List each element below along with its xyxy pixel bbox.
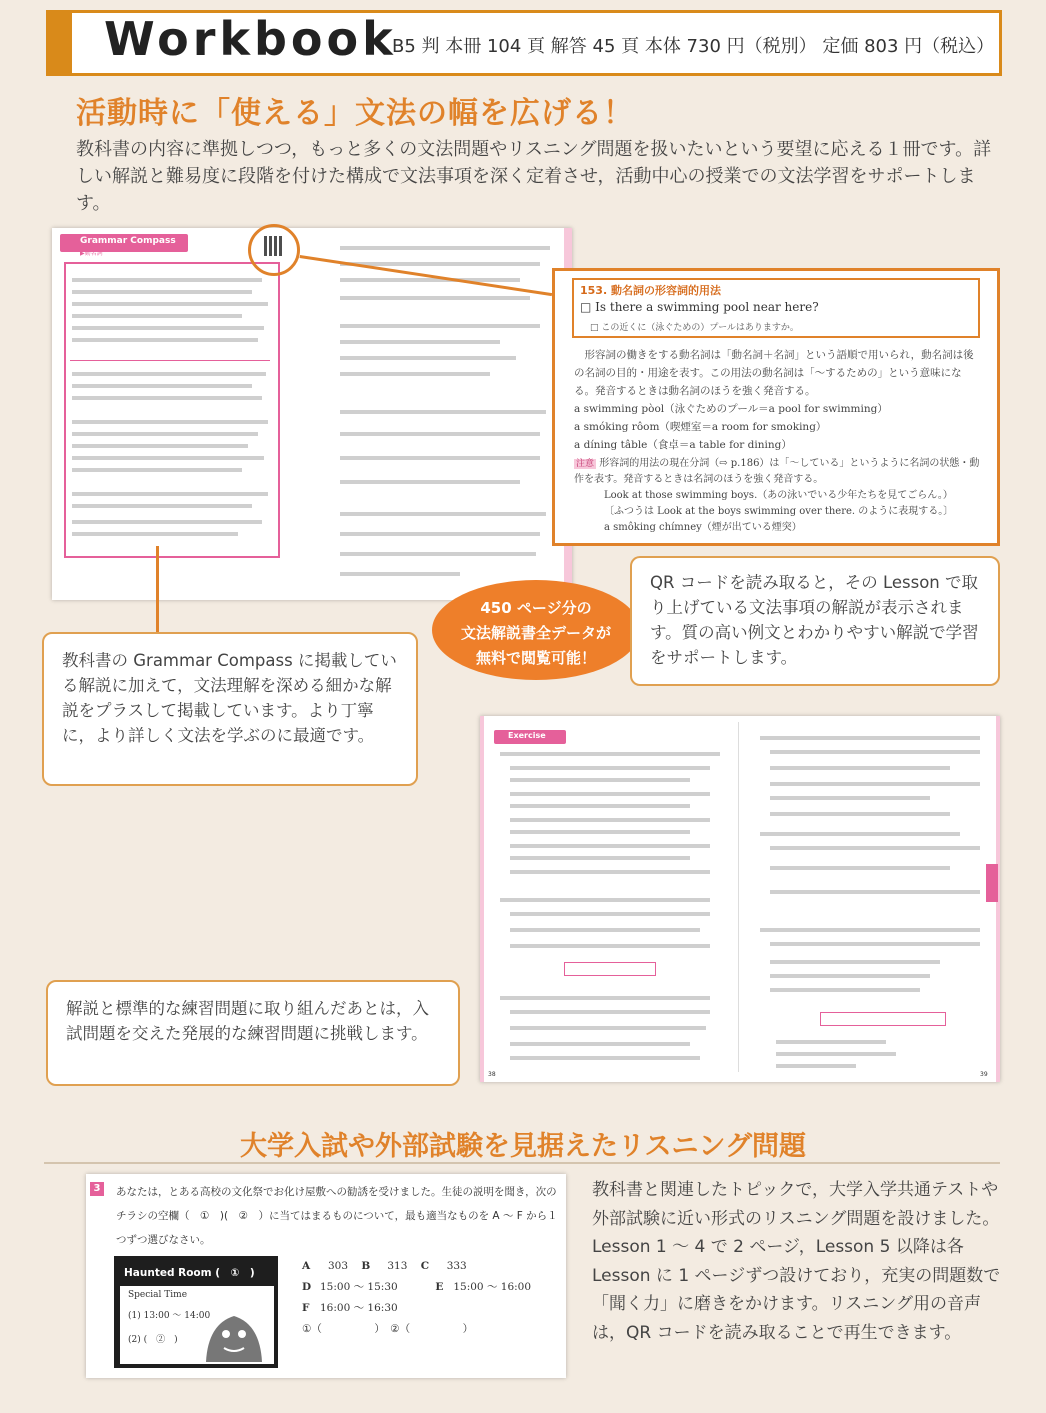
choice-label: C	[420, 1260, 430, 1272]
badge-line-3: 無料で閲覧可能！	[475, 649, 596, 667]
explanation-text: 形容詞の働きをする動名詞は「動名詞＋名詞」という語順で用いられ，動名詞は後の名詞の目的・用途を表す。この用法の動名詞は「～するための」という意味になる。発音するときは動名詞のほうを強く発音する。	[574, 349, 974, 397]
page-stripe-left	[480, 716, 484, 1082]
example-translation: □ この近くに（泳ぐための）プールはありますか。	[590, 323, 799, 333]
example-2: a smóking rôom（喫煙室＝a room for smoking）	[574, 421, 827, 433]
free-access-badge-text	[432, 596, 640, 671]
exercise-note: 解説と標準的な練習問題に取り組んだあとは，入試問題を交えた発展的な練習問題に挑戦します。	[46, 980, 460, 1086]
example-3: a díning tâble（食卓＝a table for dining）	[574, 439, 792, 451]
grammar-compass-title: Grammar Compass	[80, 236, 176, 246]
grammar-compass-note: 教科書の Grammar Compass に掲載している解説に加えて，文法理解を深める細かな解説をプラスして掲載しています。より丁寧に，より詳しく文法を学ぶのに最適です。	[42, 632, 418, 786]
answer-choices	[302, 1256, 531, 1340]
grammar-item-heading: 153. 動名詞の形容詞的用法	[580, 284, 721, 297]
page-number-right: 39	[980, 1071, 988, 1078]
ghost-illustration	[196, 1304, 272, 1362]
grammar-compass-subtitle: ▶動名詞	[80, 250, 103, 257]
example-sentence: □ Is there a swimming pool near here?	[580, 300, 819, 314]
choice-label: E	[435, 1281, 444, 1293]
choice-value: 333	[446, 1260, 467, 1272]
listening-description: 教科書と関連したトピックで，大学入学共通テストや外部試験に近い形式のリスニング問題を設けました。Lesson 1 ～ 4 で 2 ページ，Lesson 5 以降は各 Lesson に 1 ページずつ設けており，充実の問題数で「聞く力」に磨きをかけます。リスニング用の音声は，QR コードを読み取ることで再生できます。	[592, 1180, 1001, 1343]
choice-value: 15:00 ～ 16:00	[453, 1281, 532, 1293]
choice-value: 15:00 ～ 15:30	[320, 1281, 398, 1293]
note-example-2: 〔ふつうは Look at the boys swimming over there. のように表現する。〕	[604, 506, 954, 517]
listening-section-title: 大学入試や外部試験を見据えたリスニング問題	[240, 1131, 806, 1162]
exercise-title: Exercise	[508, 731, 546, 740]
choice-value: 303	[328, 1260, 349, 1272]
note-example-3: a smôking chímney（煙が出ている煙突）	[604, 522, 802, 533]
qr-note: QR コードを読み取ると，その Lesson で取り上げている文法事項の解説が表示されます。質の高い例文とわかりやすい解説で学習をサポートします。	[630, 556, 1000, 686]
choice-value: 16:00 ～ 16:30	[320, 1302, 398, 1314]
badge-line-1: 450 ページ分の	[480, 599, 592, 617]
badge-line-2: 文法解説書全データが	[460, 624, 611, 642]
flyer-title: Haunted Room ( ① )	[124, 1267, 255, 1279]
flyer-time-1: (1) 13:00 ～ 14:00	[128, 1311, 211, 1321]
note-label: 注意	[576, 459, 595, 469]
answer-blanks: ①（ ） ②（ ）	[302, 1323, 474, 1335]
lesson-tab	[986, 864, 998, 902]
header-accent-tab	[46, 10, 72, 76]
note-text: 形容詞的用法の現在分詞（⇨ p.186）は「～している」というように名詞の状態・動作を表す。発音するときは名詞のほうを強く発音する。	[574, 458, 980, 485]
example-1: a swimming pòol（泳ぐためのプール＝a pool for swimming）	[574, 403, 888, 415]
intro-text: 教科書の内容に準拠しつつ，もっと多くの文法問題やリスニング問題を扱いたいという要望に応える１冊です。詳しい解説と難易度に段階を付けた構成で文法事項を深く定着させ，活動中心の授業での文法学習をサポートします。	[76, 139, 992, 214]
grammar-note	[574, 456, 980, 536]
headline: 活動時に「使える」文法の幅を広げる！	[76, 96, 634, 131]
choice-label: A	[302, 1260, 311, 1272]
grammar-explanation-box	[64, 262, 280, 558]
connector-line	[156, 546, 159, 636]
section-divider	[44, 1162, 1000, 1164]
qr-highlight-circle	[248, 224, 300, 276]
choice-label: B	[361, 1260, 371, 1272]
choice-label: F	[302, 1302, 310, 1314]
flyer-special-time: Special Time	[128, 1290, 188, 1300]
book-spec: B5 判 本冊 104 頁 解答 45 頁 本体 730 円（税別） 定価 803 円（税込）	[392, 36, 995, 57]
page-gutter	[738, 722, 739, 1072]
choice-value: 313	[387, 1260, 408, 1272]
page-title: Workbook	[104, 12, 397, 66]
grammar-explanation	[574, 346, 980, 454]
page-number-left: 38	[488, 1071, 496, 1078]
question-number: 3	[90, 1182, 104, 1196]
question-text: あなたは，とある高校の文化祭でお化け屋敷への勧誘を受けました。生徒の説明を聞き，次のチラシの空欄（ ① )( ② ）に当てはまるものについて，最も適当なものを A ～ F から１つずつ選びなさい。	[116, 1186, 558, 1246]
flyer-time-2: (2) ( ② )	[128, 1335, 178, 1345]
note-example-1: Look at those swimming boys.（あの泳いでいる少年たちを見てごらん。）	[604, 490, 953, 501]
choice-label: D	[302, 1281, 312, 1293]
